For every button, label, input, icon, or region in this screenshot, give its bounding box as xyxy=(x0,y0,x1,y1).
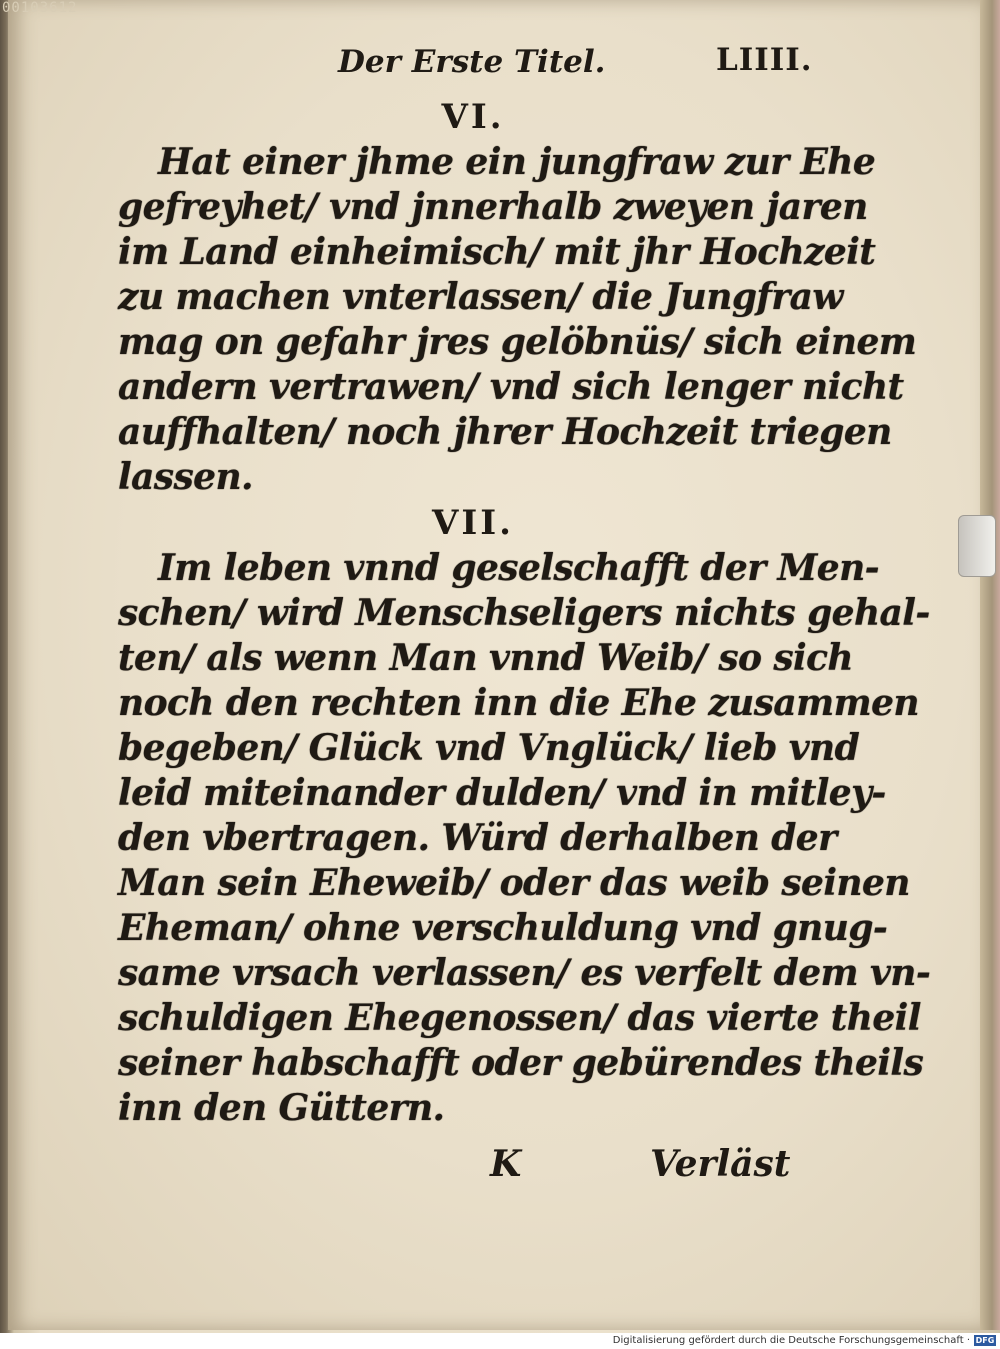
running-title: Der Erste Titel. xyxy=(338,44,606,80)
catchword: Verläst xyxy=(650,1143,791,1185)
text-line: leid miteinander dulden/ vnd in mitley- xyxy=(118,772,886,814)
text-line: Hat einer jhme ein jungfraw zur Ehe xyxy=(158,141,876,183)
catchline xyxy=(118,1131,798,1191)
text-line: lassen. xyxy=(118,456,253,498)
section-vii xyxy=(118,500,931,1131)
running-head xyxy=(118,38,813,94)
dfg-logo-icon: DFG xyxy=(975,1336,995,1345)
text-line: same vrsach verlassen/ es verfelt dem vn- xyxy=(118,952,931,994)
text-line: schen/ wird Menschseligers nichts gehal- xyxy=(118,592,930,634)
text-line: gefreyhet/ vnd jnnerhalb zweyen jaren xyxy=(118,186,868,228)
text-line: Eheman/ ohne verschuldung vnd gnug- xyxy=(118,907,888,949)
text-line: ten/ als wenn Man vnnd Weib/ so sich xyxy=(118,637,853,679)
text-line: im Land einheimisch/ mit jhr Hochzeit xyxy=(118,231,876,273)
text-line: inn den Güttern. xyxy=(118,1087,445,1129)
footer-bar xyxy=(0,1333,1000,1349)
section-number: VI. xyxy=(441,97,505,137)
footer-credit: Digitalisierung gefördert durch die Deutsche Forschungsgemeinschaft · xyxy=(612,1335,970,1346)
page-text xyxy=(118,38,931,1191)
section-vi xyxy=(118,94,917,500)
section-number: VII. xyxy=(431,503,515,543)
page-edge xyxy=(980,0,1000,1330)
signature-mark: K xyxy=(490,1143,522,1185)
scan-id: 00103612 xyxy=(2,0,78,16)
text-line: Im leben vnnd geselschafft der Men- xyxy=(158,547,879,589)
text-line: den vbertragen. Würd derhalben der xyxy=(118,817,837,859)
text-line: Man sein Eheweib/ oder das weib seinen xyxy=(118,862,910,904)
text-line: mag on gefahr jres gelöbnüs/ sich einem xyxy=(118,321,917,363)
text-line: begeben/ Glück vnd Vnglück/ lieb vnd xyxy=(118,727,860,769)
text-line: noch den rechten inn die Ehe zusammen xyxy=(118,682,919,724)
text-line: seiner habschafft oder gebürendes theils xyxy=(118,1042,924,1084)
bookmark-tab xyxy=(958,515,996,577)
text-line: zu machen vnterlassen/ die Jungfraw xyxy=(118,276,843,318)
text-line: auffhalten/ noch jhrer Hochzeit triegen xyxy=(118,411,892,453)
text-line: schuldigen Ehegenossen/ das vierte theil xyxy=(118,997,921,1039)
folio-number: LIIII. xyxy=(716,42,813,78)
text-line: andern vertrawen/ vnd sich lenger nicht xyxy=(118,366,904,408)
